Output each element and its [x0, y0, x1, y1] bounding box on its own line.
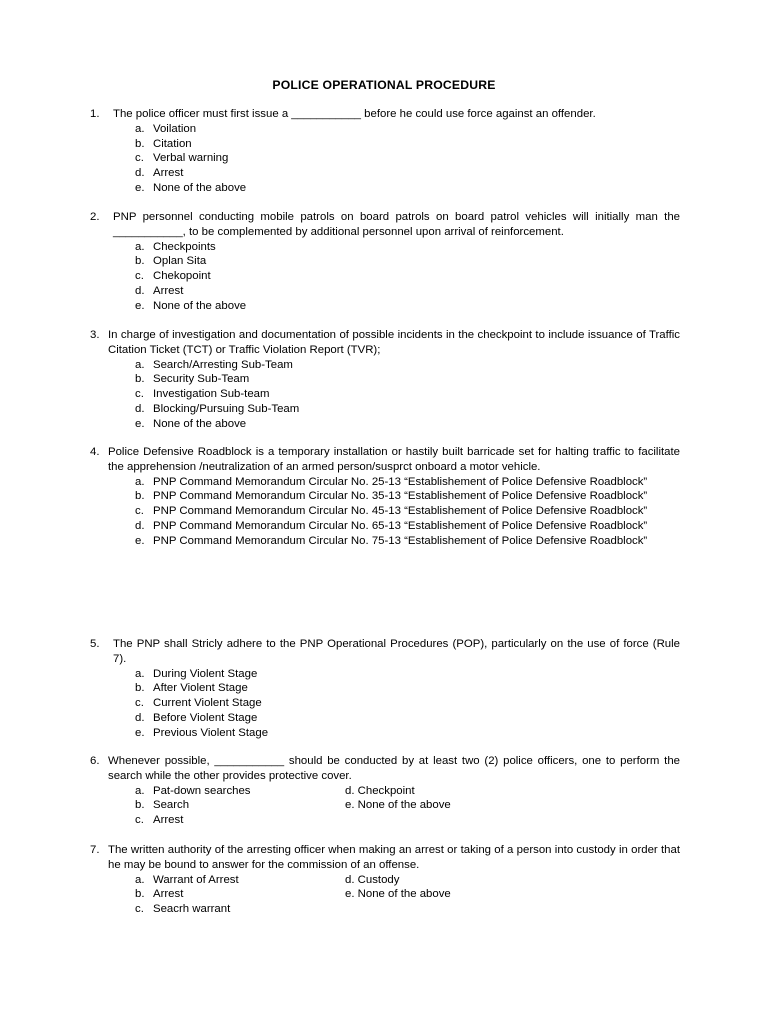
option-letter: e.: [135, 534, 145, 547]
option-list: [90, 475, 680, 549]
option-letter: b.: [135, 799, 145, 812]
option-item: [135, 151, 680, 166]
option-item: [135, 269, 680, 284]
option-text: Verbal warning: [153, 152, 229, 165]
option-text: None of the above: [153, 417, 247, 430]
option-letter: a.: [135, 667, 145, 680]
option-letter: c.: [135, 388, 144, 401]
option-letter: c.: [135, 505, 144, 518]
option-letter: a.: [135, 873, 145, 886]
option-text: Investigation Sub-team: [153, 388, 270, 401]
question-2: [90, 210, 680, 314]
option-letter: d.: [135, 284, 145, 297]
option-letter: d.: [135, 519, 145, 532]
option-item: [135, 166, 680, 181]
question-text: The PNP shall Stricly adhere to the PNP Operational Procedures (POP), particularly on the use of force (Rule 7).: [113, 638, 680, 665]
option-item: [345, 887, 545, 902]
option-letter: e.: [135, 181, 145, 194]
option-letter: b.: [135, 490, 145, 503]
option-text: Warrant of Arrest: [153, 873, 239, 886]
option-item: [345, 798, 545, 813]
option-letter: e.: [135, 299, 145, 312]
question-text: Police Defensive Roadblock is a temporary installation or hastily built barricade set for halting traffic to facilitate the apprehension /neutralization of an armed person/susprct onboard a motor vehicle.: [108, 446, 680, 473]
option-item: [135, 726, 680, 741]
option-grid: [90, 784, 680, 828]
option-letter: b.: [135, 137, 145, 150]
option-item: [135, 240, 680, 255]
option-text: Pat-down searches: [153, 784, 251, 797]
question-5: [90, 637, 680, 741]
option-letter: c.: [135, 903, 144, 916]
question-text: In charge of investigation and documentation of possible incidents in the checkpoint to include issuance of Traffic Citation Ticket (TCT) or Traffic Violation Report (TVR);: [108, 329, 680, 356]
option-list: [90, 358, 680, 432]
option-item: [135, 798, 345, 813]
option-item: [135, 284, 680, 299]
option-letter: b.: [135, 255, 145, 268]
option-text: Chekopoint: [153, 270, 211, 283]
option-item: [135, 417, 680, 432]
option-text: Before Violent Stage: [153, 711, 258, 724]
option-text: Checkpoints: [153, 240, 216, 253]
option-letter: a.: [135, 784, 145, 797]
question-number: 4.: [90, 446, 100, 458]
page-title: POLICE OPERATIONAL PROCEDURE: [272, 78, 496, 92]
question-number: 7.: [90, 844, 100, 856]
option-item: [135, 887, 345, 902]
question-text: Whenever possible, ___________ should be conducted by at least two (2) police officers, one to perform the search while the other provides protective cover.: [108, 755, 680, 782]
option-item: [135, 711, 680, 726]
option-text: Search/Arresting Sub-Team: [153, 358, 293, 371]
question-text: The written authority of the arresting officer when making an arrest or taking of a person into custody in order that he may be bound to answer for the commission of an offense.: [108, 844, 680, 871]
option-letter: a.: [135, 358, 145, 371]
option-letter: b.: [135, 888, 145, 901]
option-text: Citation: [153, 137, 192, 150]
question-number: 2.: [90, 211, 100, 223]
question-7: [90, 843, 680, 917]
option-text: Security Sub-Team: [153, 373, 250, 386]
option-item: [135, 489, 680, 504]
option-letter: a.: [135, 122, 145, 135]
option-item: [135, 696, 680, 711]
option-letter: e.: [135, 726, 145, 739]
option-text: e. None of the above: [345, 888, 451, 901]
option-text: Search: [153, 799, 190, 812]
option-text: After Violent Stage: [153, 682, 248, 695]
option-item: [345, 873, 545, 888]
option-text: Oplan Sita: [153, 255, 207, 268]
option-text: Arrest: [153, 814, 184, 827]
option-text: Arrest: [153, 167, 184, 180]
option-text: Blocking/Pursuing Sub-Team: [153, 402, 300, 415]
question-1: [90, 107, 680, 196]
option-letter: c.: [135, 152, 144, 165]
option-letter: e.: [135, 417, 145, 430]
option-text: e. None of the above: [345, 799, 451, 812]
option-item: [135, 122, 680, 137]
option-item: [135, 813, 345, 828]
option-item: [135, 299, 680, 314]
question-number: 1.: [90, 108, 100, 120]
option-item: [135, 475, 680, 490]
option-text: Seacrh warrant: [153, 903, 231, 916]
option-list: [90, 122, 680, 196]
question-4: [90, 445, 680, 549]
option-item: [135, 902, 345, 917]
question-number: 5.: [90, 638, 100, 650]
option-text: Previous Violent Stage: [153, 726, 269, 739]
option-text: PNP Command Memorandum Circular No. 65-13 “Establishement of Police Defensive Roadblock”: [153, 519, 648, 532]
option-item: [135, 519, 680, 534]
option-item: [135, 387, 680, 402]
option-item: [135, 504, 680, 519]
question-3: [90, 328, 680, 432]
option-list: [90, 667, 680, 741]
option-letter: c.: [135, 814, 144, 827]
option-item: [135, 681, 680, 696]
option-text: None of the above: [153, 181, 247, 194]
option-text: Current Violent Stage: [153, 697, 262, 710]
option-item: [135, 402, 680, 417]
option-text: PNP Command Memorandum Circular No. 45-13 “Establishement of Police Defensive Roadblock”: [153, 505, 648, 518]
question-number: 6.: [90, 755, 100, 767]
option-item: [135, 137, 680, 152]
question-6: [90, 754, 680, 828]
option-text: Arrest: [153, 284, 184, 297]
option-letter: a.: [135, 240, 145, 253]
option-text: PNP Command Memorandum Circular No. 35-13 “Establishement of Police Defensive Roadblock”: [153, 490, 648, 503]
option-letter: a.: [135, 475, 145, 488]
option-text: d. Custody: [345, 873, 400, 886]
option-letter: b.: [135, 682, 145, 695]
empty-cell: [345, 813, 545, 828]
option-item: [135, 667, 680, 682]
option-text: PNP Command Memorandum Circular No. 25-13 “Establishement of Police Defensive Roadblock”: [153, 475, 648, 488]
option-letter: b.: [135, 373, 145, 386]
option-item: [135, 254, 680, 269]
question-number: 3.: [90, 329, 100, 341]
option-text: d. Checkpoint: [345, 784, 415, 797]
option-item: [345, 784, 545, 799]
question-text: The police officer must first issue a ___________ before he could use force against an offender.: [113, 108, 596, 120]
empty-cell: [345, 902, 545, 917]
option-text: None of the above: [153, 299, 247, 312]
option-item: [135, 784, 345, 799]
option-item: [135, 873, 345, 888]
option-text: Arrest: [153, 888, 184, 901]
option-text: PNP Command Memorandum Circular No. 75-13 “Establishement of Police Defensive Roadblock”: [153, 534, 648, 547]
option-list: [90, 240, 680, 314]
option-letter: d.: [135, 167, 145, 180]
option-text: During Violent Stage: [153, 667, 258, 680]
option-text: Voilation: [153, 122, 197, 135]
option-item: [135, 372, 680, 387]
option-letter: d.: [135, 402, 145, 415]
option-letter: c.: [135, 697, 144, 710]
option-grid: [90, 873, 680, 917]
option-item: [135, 181, 680, 196]
option-item: [135, 358, 680, 373]
option-item: [135, 534, 680, 549]
option-letter: c.: [135, 270, 144, 283]
question-text: PNP personnel conducting mobile patrols on board patrols on board patrol vehicles will initially man the ___________, to be complemented by additional personnel upon arrival of reinforcement.: [113, 211, 680, 238]
option-letter: d.: [135, 711, 145, 724]
